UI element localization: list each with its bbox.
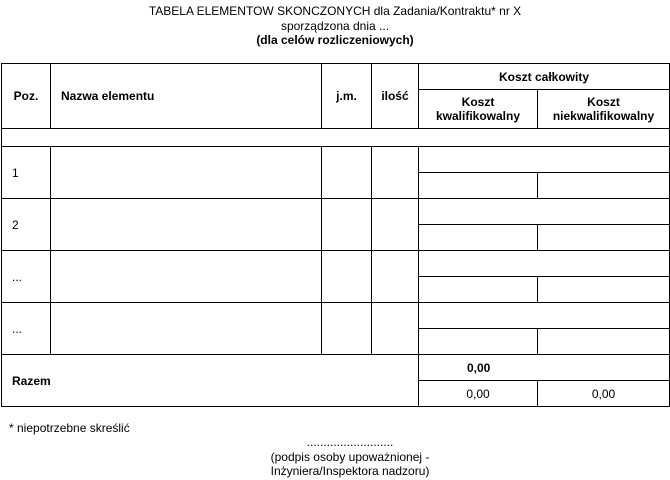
row-nazwa[interactable] [51,303,322,355]
title-rest: dla Zadania/Kontraktu* nr X [370,4,522,18]
row-ilosc[interactable] [372,251,419,303]
row-nazwa[interactable] [51,251,322,303]
col-header-ilosc: ilość [372,64,419,129]
row-jm[interactable] [322,199,372,251]
col-header-jm: j.m. [322,64,372,129]
total-value: 0,00 [419,355,670,381]
total-label: Razem [2,355,419,407]
row-koszt-niekwal[interactable] [538,173,670,199]
footnote: * niepotrzebne skreślić [9,421,130,435]
row-jm[interactable] [322,303,372,355]
row-poz: ... [2,251,51,303]
row-koszt-niekwal[interactable] [538,277,670,303]
row-koszt-calkowity[interactable] [419,147,670,173]
row-ilosc[interactable] [372,303,419,355]
row-koszt-calkowity[interactable] [419,199,670,225]
spacer-row [2,129,670,147]
col-header-poz: Poz. [2,64,51,129]
row-koszt-kwal[interactable] [419,225,538,251]
row-koszt-kwal[interactable] [419,329,538,355]
row-poz: ... [2,303,51,355]
col-header-koszt-calkowity: Koszt całkowity [419,64,670,90]
document-purpose: (dla celów rozliczeniowych) [256,33,414,47]
row-ilosc[interactable] [372,199,419,251]
row-koszt-calkowity[interactable] [419,303,670,329]
signature-line-2: Inżyniera/Inspektora nadzoru) [270,464,430,478]
total-niekwal-value: 0,00 [538,381,670,407]
row-poz: 2 [2,199,51,251]
elements-table [1,63,670,407]
col-header-koszt-kwalifikowalny: Koszt kwalifikowalny [419,90,538,129]
signature-dots: .......................... [306,435,394,449]
document-title [0,4,670,18]
row-ilosc[interactable] [372,147,419,199]
signature-line-1: (podpis osoby upoważnionej - [270,450,430,464]
title-caps: TABELA ELEMENTOW SKONCZONYCH [148,4,371,18]
row-nazwa[interactable] [51,147,322,199]
total-kwal-value: 0,00 [419,381,538,407]
row-koszt-kwal[interactable] [419,277,538,303]
row-jm[interactable] [322,251,372,303]
row-koszt-niekwal[interactable] [538,329,670,355]
row-poz: 1 [2,147,51,199]
row-nazwa[interactable] [51,199,322,251]
row-koszt-niekwal[interactable] [538,225,670,251]
col-header-koszt-niekwalifikowalny: Koszt niekwalifikowalny [538,90,670,129]
row-koszt-calkowity[interactable] [419,251,670,277]
row-koszt-kwal[interactable] [419,173,538,199]
row-jm[interactable] [322,147,372,199]
col-header-nazwa: Nazwa elementu [51,64,322,129]
document-subtitle: sporządzona dnia ... [280,19,390,33]
